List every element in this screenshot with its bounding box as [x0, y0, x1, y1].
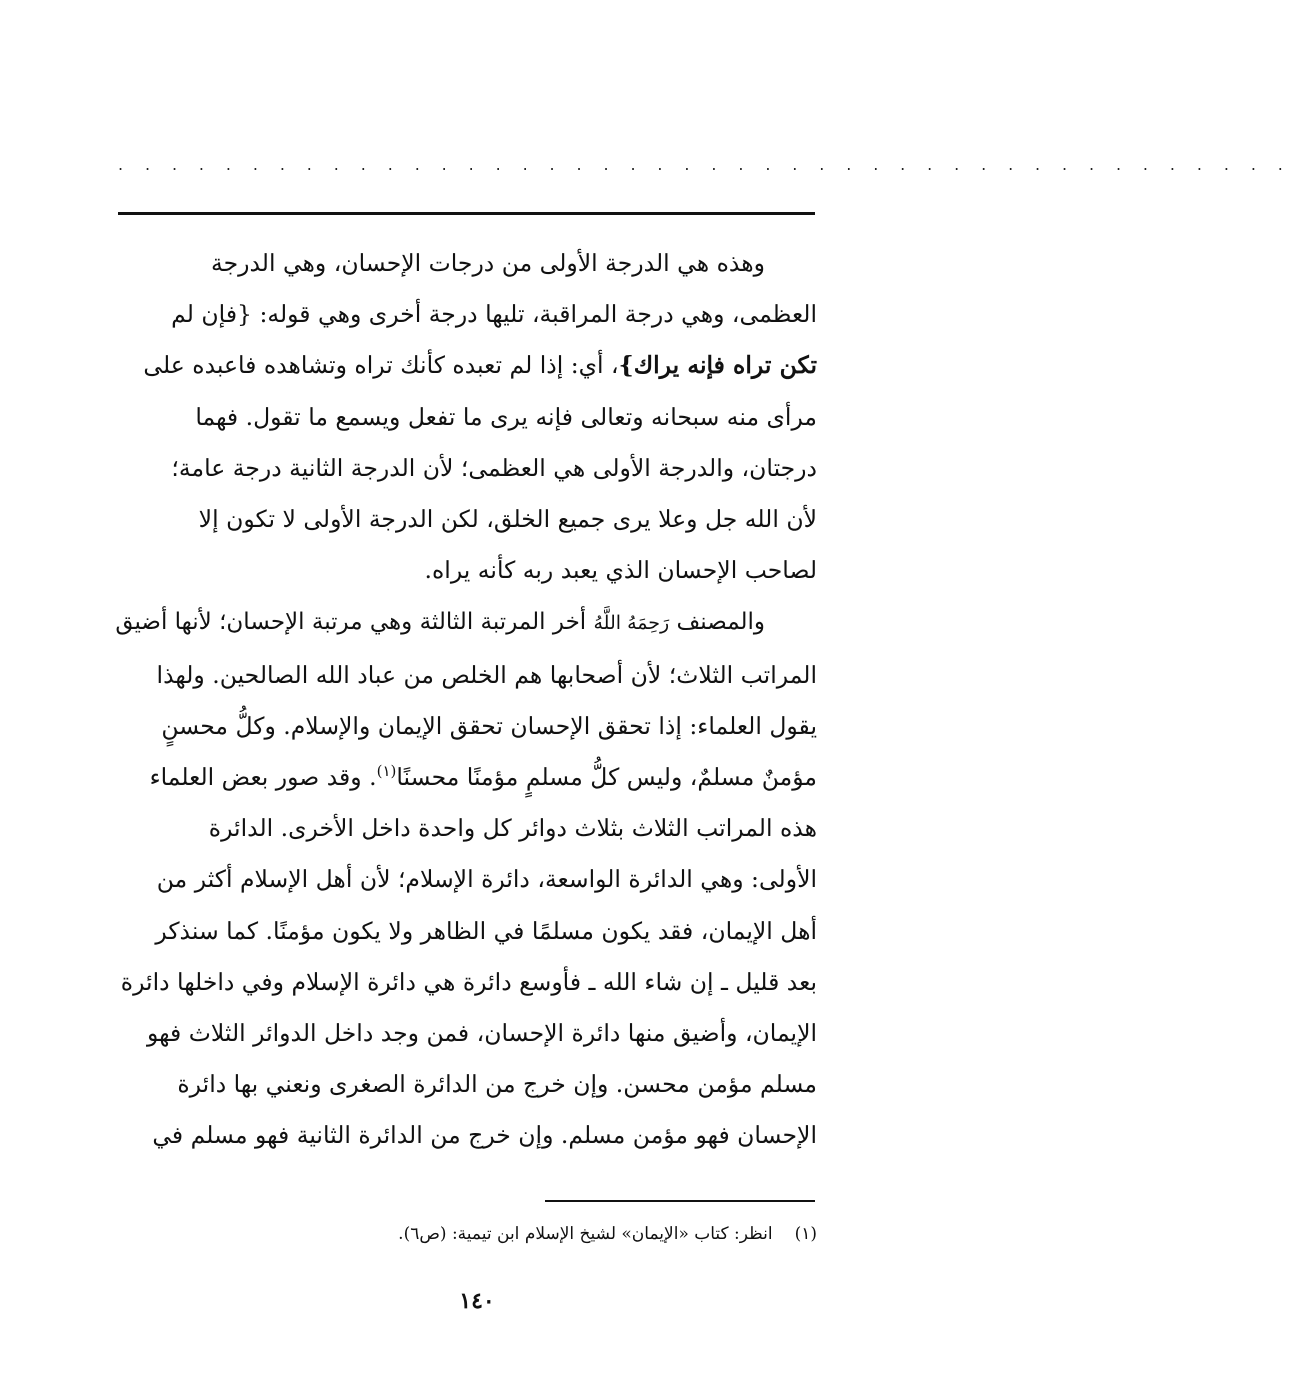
text-fragment: والمصنف [676, 609, 765, 636]
text-line [112, 340, 817, 391]
text-line: أهل الإيمان، فقد يكون مسلمًا في الظاهر ولا يكون مؤمنًا. كما سنذكر [155, 916, 817, 945]
text-fragment: أخر المرتبة الثالثة وهي مرتبة الإحسان؛ لأنها أضيق [115, 609, 587, 636]
text-line: المراتب الثلاث؛ لأن أصحابها هم الخلص من عباد الله الصالحين. ولهذا [156, 660, 817, 689]
text-line [112, 597, 817, 649]
quran-quote: تكن تراه فإنه يراك} [618, 351, 817, 380]
paragraph-1 [112, 238, 817, 596]
text-line: مرأى منه سبحانه وتعالى فإنه يرى ما تفعل ويسمع ما تقول. فهما [195, 402, 817, 431]
text-line: بعد قليل ـ إن شاء الله ـ فأوسع دائرة هي دائرة الإسلام وفي داخلها دائرة [120, 967, 817, 996]
body-text [112, 238, 817, 1162]
paragraph-2 [112, 597, 817, 1161]
footnote-reference[interactable]: (١) [376, 762, 397, 781]
footnote-separator [545, 1200, 815, 1202]
text-line: مسلم مؤمن محسن. وإن خرج من الدائرة الصغرى ونعني بها دائرة [177, 1070, 817, 1099]
footnote-number: (١) [794, 1224, 817, 1244]
header-rule [118, 212, 815, 215]
text-line: لأن الله جل وعلا يرى جميع الخلق، لكن الدرجة الأولى لا تكون إلا [198, 505, 817, 534]
text-line: لصاحب الإحسان الذي يعبد ربه كأنه يراه. [424, 556, 817, 585]
text-line: هذه المراتب الثلاث بثلاث دوائر كل واحدة داخل الأخرى. الدائرة [208, 814, 817, 843]
text-fragment: ، أي: إذا لم تعبده كأنك تراه وتشاهده فاعبده على [143, 351, 619, 380]
text-line: درجتان، والدرجة الأولى هي العظمى؛ لأن الدرجة الثانية درجة عامة؛ [171, 453, 817, 482]
text-line: الإحسان فهو مؤمن مسلم. وإن خرج من الدائرة الثانية فهو مسلم في [152, 1121, 817, 1150]
text-line: العظمى، وهي درجة المراقبة، تليها درجة أخرى وهي قوله: {فإن لم [171, 300, 817, 329]
text-line: الإيمان، وأضيق منها دائرة الإحسان، فمن وجد داخل الدوائر الثلاث فهو [147, 1019, 817, 1048]
text-fragment: . وقد صور بعض العلماء [149, 763, 377, 792]
text-fragment: مؤمنٌ مسلمٌ، وليس كلُّ مسلمٍ مؤمنًا محسنًا [396, 763, 817, 792]
header-dotted-line: . . . . . . . . . . . . . . . . . . . . . . . . . . . . . . . . . . . . . . . . . . . . [118, 155, 1291, 174]
text-line [112, 752, 817, 803]
footnote [112, 1222, 817, 1246]
text-line: الأولى: وهي الدائرة الواسعة، دائرة الإسلام؛ لأن أهل الإسلام أكثر من [156, 865, 817, 894]
text-line: يقول العلماء: إذا تحقق الإحسان تحقق الإيمان والإسلام. وكلُّ محسنٍ [161, 711, 817, 740]
page-number: ١٤٠ [459, 1288, 495, 1314]
honorific-glyph: رَحِمَهُ اللَّهُ [593, 612, 670, 635]
text-line: وهذه هي الدرجة الأولى من درجات الإحسان، وهي الدرجة [210, 249, 765, 277]
footnote-text: انظر: كتاب «الإيمان» لشيخ الإسلام ابن تيمية: (ص٦). [398, 1224, 773, 1244]
